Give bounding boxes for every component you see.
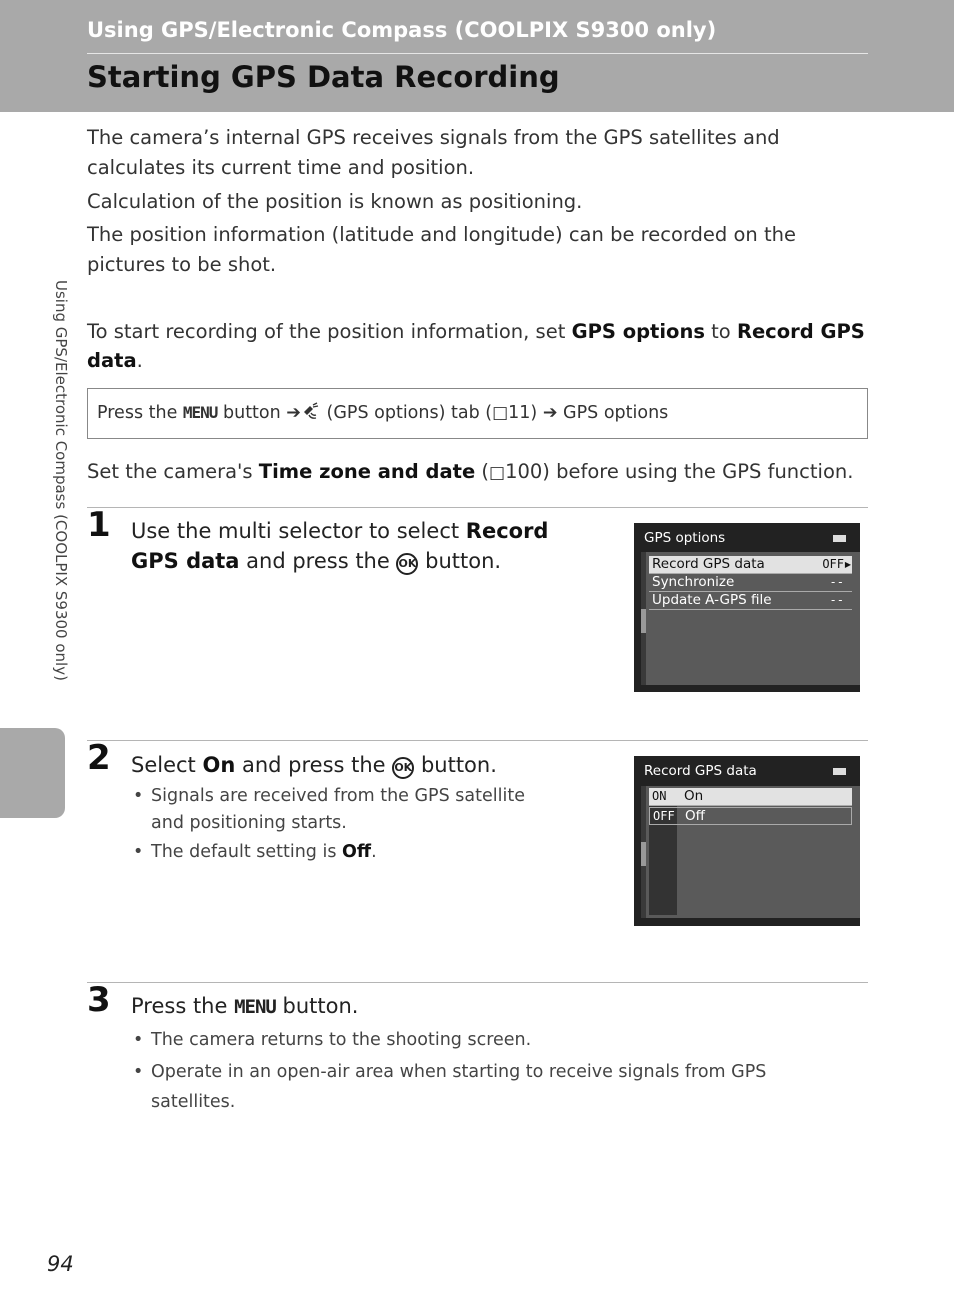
screen-title: Record GPS data bbox=[644, 763, 757, 779]
timezone-note-open: ( bbox=[475, 460, 490, 483]
step-divider bbox=[87, 740, 868, 741]
page-header bbox=[0, 0, 954, 112]
bullet-end: . bbox=[371, 842, 377, 862]
bullet-text: The default setting is bbox=[151, 842, 343, 862]
step-number: 1 bbox=[87, 505, 111, 545]
step-number: 2 bbox=[87, 738, 111, 778]
page-number: 94 bbox=[47, 1252, 74, 1276]
option-code: ON bbox=[652, 789, 667, 803]
menu-path-ref: 11) bbox=[508, 403, 543, 423]
battery-icon bbox=[833, 768, 846, 775]
menu-row-value: -- bbox=[829, 593, 844, 607]
timezone-note bbox=[87, 457, 867, 488]
intro-paragraph-2: Calculation of the position is known as positioning. bbox=[87, 190, 583, 213]
camera-screen-gps-options bbox=[634, 523, 860, 692]
step-1-bold: Record GPS data bbox=[131, 519, 549, 573]
arrow-right-icon: ➔ bbox=[542, 403, 558, 423]
menu-row-label: Update A-GPS file bbox=[652, 592, 772, 608]
instruction-paragraph bbox=[87, 317, 867, 375]
book-reference-icon: □ bbox=[489, 463, 506, 483]
instruction-text-post: . bbox=[136, 349, 143, 372]
menu-path-target: GPS options bbox=[557, 403, 669, 423]
step-3-post: button. bbox=[275, 994, 359, 1018]
instruction-bold-record-gps: Record GPS data bbox=[87, 320, 865, 372]
instruction-bold-gps-options: GPS options bbox=[571, 320, 705, 343]
battery-icon bbox=[833, 535, 846, 542]
menu-button-icon: MENU bbox=[234, 996, 276, 1018]
list-item bbox=[131, 839, 561, 866]
book-reference-icon: □ bbox=[492, 403, 509, 423]
menu-row-record-gps-data[interactable] bbox=[649, 556, 852, 574]
instruction-text-mid: to bbox=[704, 320, 737, 343]
side-chapter-label: Using GPS/Electronic Compass (COOLPIX S9300 only) bbox=[52, 280, 70, 681]
option-row-off[interactable] bbox=[649, 807, 852, 825]
menu-row-label: Record GPS data bbox=[652, 556, 765, 572]
header-divider bbox=[87, 53, 868, 54]
option-label: On bbox=[684, 788, 704, 804]
menu-path-button-word: button bbox=[217, 403, 287, 423]
step-2-post1: and press the bbox=[235, 753, 393, 777]
screen-title: GPS options bbox=[644, 530, 726, 546]
page-title: Starting GPS Data Recording bbox=[87, 60, 560, 94]
step-2-bullets bbox=[131, 783, 561, 868]
menu-row-update-agps[interactable] bbox=[649, 592, 852, 610]
bullet-bold: Off bbox=[342, 842, 372, 862]
chevron-right-icon: ▶ bbox=[844, 560, 851, 569]
section-title: Using GPS/Electronic Compass (COOLPIX S9300 only) bbox=[87, 18, 717, 42]
instruction-text-pre: To start recording of the position information, set bbox=[87, 320, 572, 343]
gps-tab-icon bbox=[301, 403, 321, 423]
step-2-post2: button. bbox=[414, 753, 497, 777]
step-3-pre: Press the bbox=[131, 994, 235, 1018]
step-2-bold: On bbox=[202, 753, 236, 777]
step-1-post2: button. bbox=[418, 549, 502, 573]
side-chapter-tab bbox=[0, 728, 65, 818]
menu-path-text bbox=[97, 402, 668, 423]
menu-path-tab-text: (GPS options) tab ( bbox=[320, 403, 493, 423]
menu-path-box bbox=[87, 388, 868, 439]
step-1-pre: Use the multi selector to select bbox=[131, 519, 466, 543]
intro-paragraph-3: The position information (latitude and longitude) can be recorded on the pictures to be shot. bbox=[87, 223, 796, 276]
step-3-bullets bbox=[131, 1025, 851, 1119]
list-item: • The camera returns to the shooting screen. bbox=[131, 1025, 851, 1055]
option-code: OFF bbox=[653, 809, 675, 823]
step-divider bbox=[87, 982, 868, 983]
timezone-note-ref: 100) before using the GPS function. bbox=[505, 460, 854, 483]
menu-row-label: Synchronize bbox=[652, 574, 735, 590]
step-2-pre: Select bbox=[131, 753, 203, 777]
menu-row-synchronize[interactable] bbox=[649, 574, 852, 592]
menu-row-value: OFF bbox=[822, 557, 844, 571]
menu-row-value: -- bbox=[829, 575, 844, 589]
list-item: • Signals are received from the GPS satellite and positioning starts. bbox=[131, 783, 561, 837]
ok-button-icon: OK bbox=[392, 757, 414, 779]
option-label: Off bbox=[685, 808, 705, 824]
step-1-text bbox=[131, 516, 601, 576]
step-number: 3 bbox=[87, 980, 111, 1020]
scroll-thumb bbox=[641, 842, 646, 866]
intro-paragraph-1: The camera’s internal GPS receives signals from the GPS satellites and calculates its current time and position. bbox=[87, 126, 780, 179]
menu-path-press: Press the bbox=[97, 403, 183, 423]
step-3-text bbox=[131, 991, 831, 1022]
camera-screen-record-gps-data bbox=[634, 756, 860, 926]
timezone-note-bold: Time zone and date bbox=[258, 460, 476, 483]
step-1-post1: and press the bbox=[239, 549, 397, 573]
menu-button-icon: MENU bbox=[182, 403, 218, 422]
scroll-thumb bbox=[641, 609, 646, 633]
option-row-on[interactable] bbox=[649, 788, 852, 806]
step-2-text bbox=[131, 750, 601, 780]
step-divider bbox=[87, 507, 868, 508]
list-item: • Operate in an open-air area when starting to receive signals from GPS satellites. bbox=[131, 1057, 851, 1117]
timezone-note-pre: Set the camera's bbox=[87, 460, 259, 483]
arrow-right-icon: ➔ bbox=[286, 403, 301, 423]
ok-button-icon: OK bbox=[396, 553, 418, 575]
